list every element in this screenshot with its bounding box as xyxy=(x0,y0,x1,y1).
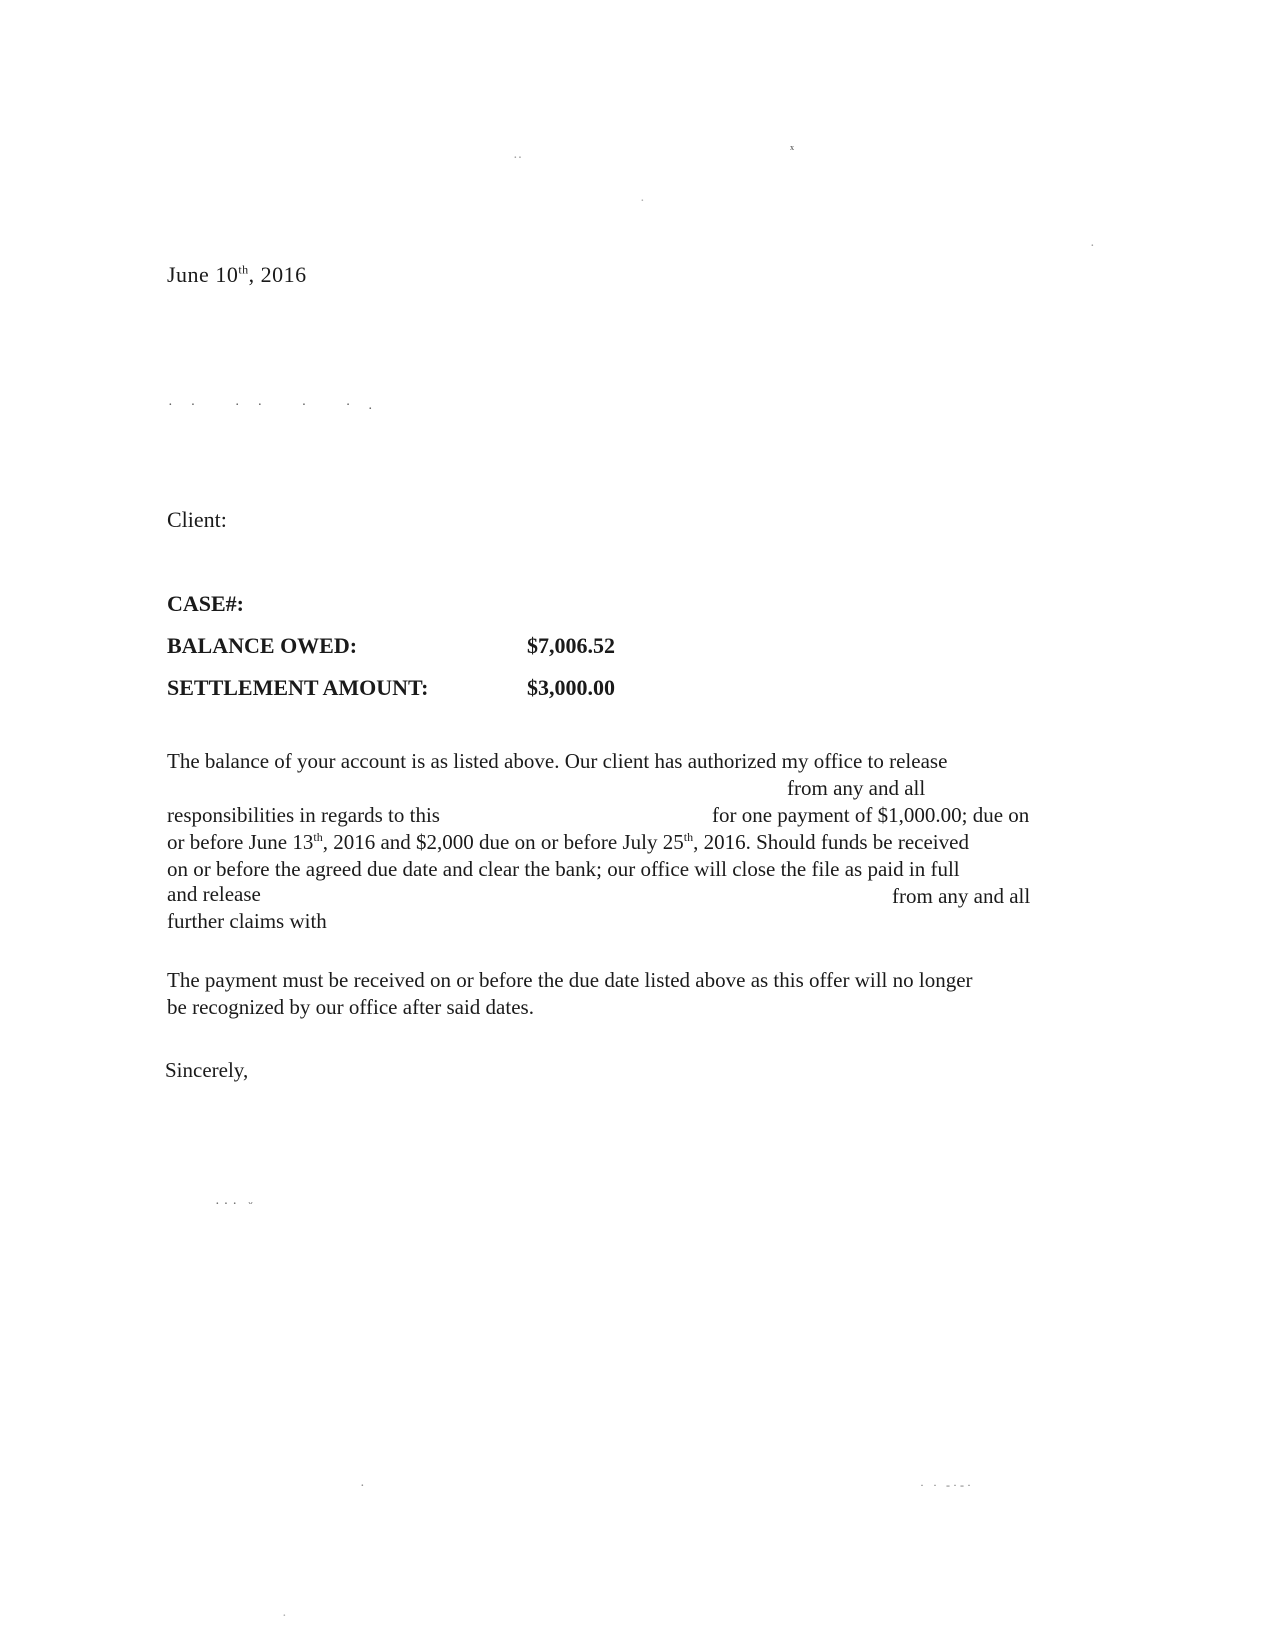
line-head: responsibilities in regards to this xyxy=(167,803,440,827)
paragraph-line: further claims with xyxy=(167,909,327,933)
paragraph-line: The payment must be received on or before the due date listed above as this offer will no longer xyxy=(167,968,973,992)
balance-owed-value: $7,006.52 xyxy=(527,633,615,658)
line-tail: for one payment of $1,000.00; due on xyxy=(712,803,1030,827)
scan-speck: · xyxy=(640,194,645,209)
paragraph-line: The balance of your account is as listed above. Our client has authorized my office to release xyxy=(167,749,948,773)
balance-owed-label: BALANCE OWED: xyxy=(167,633,358,658)
scan-speck: · xyxy=(360,1479,365,1494)
scan-speck: · xyxy=(282,1609,287,1624)
redacted-signature: ··· ᵕ xyxy=(215,1197,257,1212)
line-tail: from any and all xyxy=(892,884,1031,908)
case-number-label: CASE#: xyxy=(167,591,245,616)
paragraph-line xyxy=(167,881,261,908)
line-segment: , 2016 and $2,000 due on or before July 25 xyxy=(322,830,684,854)
redacted-footer: · · -·-· xyxy=(920,1478,974,1492)
ordinal-suffix: th xyxy=(683,830,694,844)
closing-salutation: Sincerely, xyxy=(165,1058,249,1082)
letter-date xyxy=(167,262,307,288)
line-head: and release xyxy=(167,882,261,906)
settlement-amount-value: $3,000.00 xyxy=(527,675,615,700)
scan-speck: ˣ xyxy=(790,143,795,158)
date-month-day: June 10 xyxy=(167,262,239,287)
paragraph-line xyxy=(167,802,440,829)
client-label: Client: xyxy=(167,507,227,532)
paragraph-line xyxy=(787,775,925,802)
paragraph-line: be recognized by our office after said dates. xyxy=(167,995,534,1019)
paragraph-line xyxy=(892,883,1030,910)
line-segment: or before June 13 xyxy=(167,830,314,854)
ordinal-suffix: th xyxy=(313,830,323,844)
date-year: , 2016 xyxy=(248,262,307,287)
redacted-recipient-block: ·· ·· · ·. xyxy=(168,398,390,413)
line-segment: , 2016. Should funds be received xyxy=(693,830,969,854)
date-suffix: th xyxy=(238,262,249,277)
scan-speck: ·· xyxy=(513,151,523,166)
paragraph-line xyxy=(167,829,969,856)
line-tail: from any and all xyxy=(787,776,926,800)
paragraph-line xyxy=(712,802,1029,829)
scan-speck: · xyxy=(1090,239,1095,254)
settlement-amount-label: SETTLEMENT AMOUNT: xyxy=(167,675,429,700)
paragraph-line: on or before the agreed due date and clear the bank; our office will close the file as paid in full xyxy=(167,857,960,881)
